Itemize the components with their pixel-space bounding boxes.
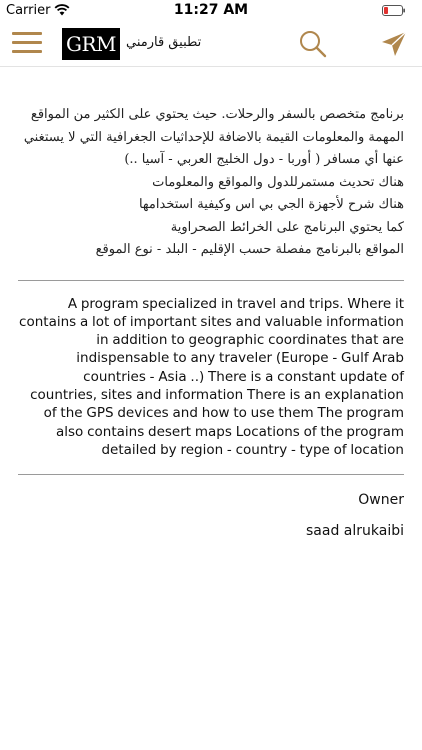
send-icon[interactable] bbox=[380, 30, 408, 58]
menu-icon bbox=[12, 32, 42, 35]
arabic-description bbox=[18, 104, 404, 262]
description-content bbox=[18, 66, 404, 539]
menu-button[interactable] bbox=[12, 32, 42, 56]
arabic-line: المواقع بالبرنامج مفصلة حسب الإقليم - البلد - نوع الموقع bbox=[95, 242, 404, 257]
battery-icon bbox=[382, 5, 406, 16]
arabic-line: عنها أي مسافر ( أوربا - دول الخليج العربي - آسيا ..) bbox=[124, 152, 404, 167]
arabic-line: هناك تحديث مستمرللدول والمواقع والمعلومات bbox=[152, 174, 404, 190]
status-time: 11:27 AM bbox=[173, 2, 249, 18]
section-divider bbox=[18, 474, 404, 475]
arabic-line: كما يحتوي البرنامج على الخرائط الصحراوية bbox=[170, 219, 404, 235]
menu-icon-bar bbox=[12, 41, 42, 44]
english-description: A program specialized in travel and trips. Where it contains a lot of important sites and valuable information in addition to geographic coordinates that are indispensable to any traveler (Europe - Gulf Arab countries - Asia ..) There is a constant update of countries, sites and information There is an explanation of the GPS devices and how to use them The program also contains desert maps Locations of the program detailed by region - country - type of location bbox=[19, 295, 404, 458]
owner-label: Owner bbox=[358, 492, 404, 509]
navigation-bar bbox=[0, 22, 422, 67]
arabic-line: المهمة والمعلومات القيمة بالاضافة للإحداثيات الجغرافية التي لا يستغني bbox=[23, 129, 404, 145]
status-bar bbox=[0, 0, 422, 22]
arabic-line: هناك شرح لأجهزة الجي بي اس وكيفية استخدامها bbox=[138, 197, 404, 212]
owner-name: saad alrukaibi bbox=[306, 523, 404, 540]
arabic-line: برنامج متخصص بالسفر والرحلات. حيث يحتوي على الكثير من المواقع bbox=[30, 107, 404, 122]
search-icon[interactable] bbox=[298, 29, 328, 59]
section-divider bbox=[18, 280, 404, 281]
carrier-label: Carrier bbox=[6, 3, 51, 18]
app-title: تطبيق قارمني bbox=[126, 35, 202, 50]
menu-icon-bar bbox=[12, 50, 42, 53]
app-logo: GRM bbox=[62, 28, 120, 60]
